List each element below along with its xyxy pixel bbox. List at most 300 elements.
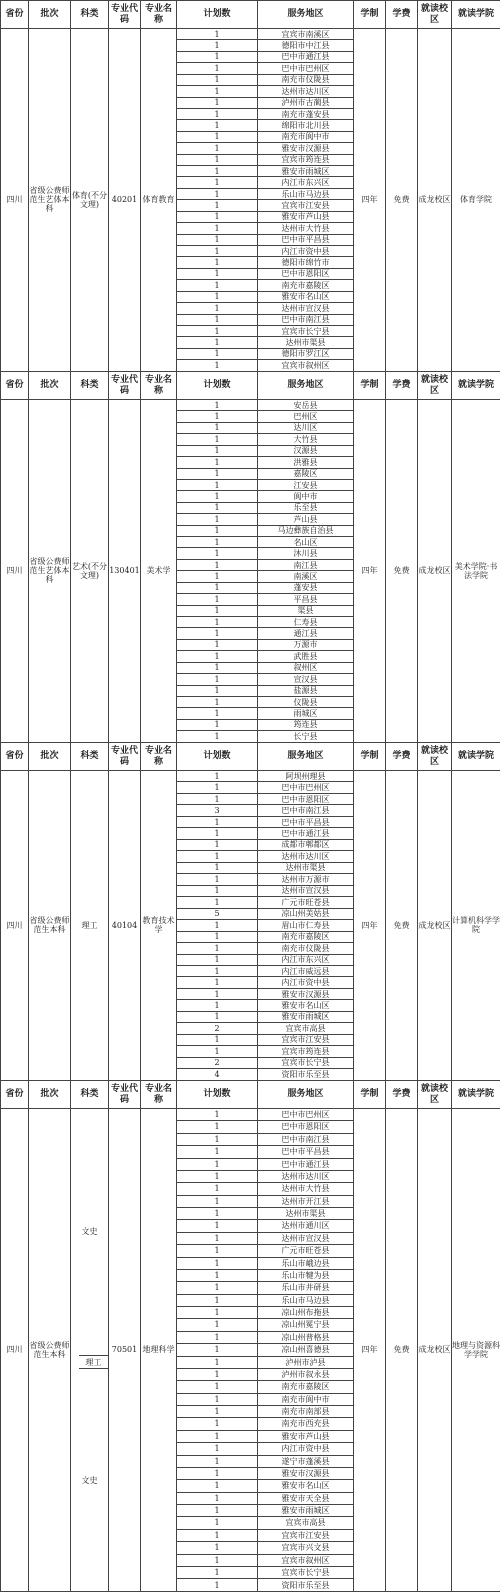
column-header: 学费	[386, 1, 418, 29]
plan-count-cell: 1	[177, 1170, 258, 1182]
service-area-cell: 巴中市平昌县	[258, 816, 354, 827]
service-area-cell: 蓬安县	[258, 582, 354, 593]
service-area-cell: 雅安市芦山县	[258, 211, 354, 222]
service-area-cell: 乐至县	[258, 502, 354, 513]
service-area-cell: 南充市嘉陵区	[258, 280, 354, 291]
plan-count-cell: 1	[177, 525, 258, 536]
plan-count-cell: 1	[177, 1344, 258, 1356]
plan-count-cell: 1	[177, 920, 258, 931]
plan-count-cell: 1	[177, 1406, 258, 1418]
plan-count-cell: 1	[177, 793, 258, 804]
plan-count-cell: 1	[177, 434, 258, 445]
column-header: 专业名称	[141, 1081, 177, 1109]
duration-cell: 四年	[354, 29, 386, 372]
service-area-cell: 泸州市叙永县	[258, 1368, 354, 1380]
column-header: 学费	[386, 1081, 418, 1109]
table-row	[1, 400, 500, 411]
service-area-cell: 资阳市乐至县	[258, 1069, 354, 1080]
service-area-cell: 巴中市通江县	[258, 1158, 354, 1170]
plan-count-cell: 1	[177, 1220, 258, 1232]
service-area-cell: 内江市资中县	[258, 977, 354, 988]
plan-count-cell: 1	[177, 1109, 258, 1121]
plan-count-cell: 3	[177, 805, 258, 816]
service-area-cell: 仁寿县	[258, 617, 354, 628]
service-area-cell: 马边彝族自治县	[258, 525, 354, 536]
plan-count-cell: 1	[177, 86, 258, 97]
plan-count-cell: 1	[177, 1232, 258, 1244]
service-area-cell: 巴中市平昌县	[258, 234, 354, 245]
plan-count-cell: 1	[177, 1245, 258, 1257]
plan-count-cell: 1	[177, 177, 258, 188]
service-area-cell: 达州市渠县	[258, 862, 354, 873]
plan-count-cell: 2	[177, 1057, 258, 1068]
service-area-cell: 雨城区	[258, 708, 354, 719]
plan-count-cell: 1	[177, 874, 258, 885]
campus-cell: 成龙校区	[418, 771, 452, 1081]
plan-count-cell: 1	[177, 931, 258, 942]
service-area-cell: 达州市渠县	[258, 1208, 354, 1220]
table-row	[1, 771, 500, 782]
fee-cell: 免费	[386, 400, 418, 743]
column-header: 科类	[71, 1081, 109, 1109]
plan-count-cell: 1	[177, 143, 258, 154]
plan-count-cell: 1	[177, 1368, 258, 1380]
plan-count-cell: 1	[177, 731, 258, 742]
plan-count-cell: 1	[177, 1418, 258, 1430]
column-header: 就读校区	[418, 1081, 452, 1109]
table-row	[1, 29, 500, 40]
fee-cell: 免费	[386, 771, 418, 1081]
plan-count-cell: 1	[177, 1121, 258, 1133]
column-header: 学制	[354, 372, 386, 400]
service-area-cell: 凉山州普格县	[258, 1331, 354, 1343]
column-header: 计划数	[177, 1, 258, 29]
plan-count-cell: 1	[177, 782, 258, 793]
plan-count-cell: 1	[177, 1542, 258, 1554]
service-area-cell: 雅安市雨城区	[258, 1505, 354, 1517]
service-area-cell: 南充市仪陇县	[258, 943, 354, 954]
service-area-cell: 南充市阆中市	[258, 1393, 354, 1405]
plan-count-cell: 1	[177, 411, 258, 422]
plan-count-cell: 1	[177, 74, 258, 85]
service-area-cell: 名山区	[258, 537, 354, 548]
service-area-cell: 宜宾市叙州区	[258, 1554, 354, 1566]
plan-count-cell: 1	[177, 862, 258, 873]
service-area-cell: 达州市大竹县	[258, 223, 354, 234]
plan-count-cell: 1	[177, 954, 258, 965]
column-header: 就读校区	[418, 743, 452, 771]
plan-count-cell: 1	[177, 1000, 258, 1011]
service-area-cell: 广元市旺苍县	[258, 897, 354, 908]
service-area-cell: 宜宾市江安县	[258, 200, 354, 211]
service-area-cell: 安岳县	[258, 400, 354, 411]
service-area-cell: 南充市嘉陵区	[258, 1381, 354, 1393]
province-cell: 四川	[1, 771, 29, 1081]
plan-count-cell: 1	[177, 246, 258, 257]
province-cell: 四川	[1, 400, 29, 743]
service-area-cell: 巴中市南江县	[258, 1133, 354, 1145]
plan-count-cell: 1	[177, 674, 258, 685]
batch-cell: 省级公费师范生本科	[29, 771, 71, 1081]
plan-count-cell: 1	[177, 1467, 258, 1479]
plan-count-cell: 1	[177, 1393, 258, 1405]
plan-count-cell: 1	[177, 120, 258, 131]
plan-count-cell: 1	[177, 1282, 258, 1294]
plan-count-cell: 1	[177, 1195, 258, 1207]
plan-count-cell: 1	[177, 1319, 258, 1331]
plan-table	[0, 742, 500, 1081]
column-header: 就读学院	[452, 372, 500, 400]
plan-count-cell: 1	[177, 223, 258, 234]
plan-count-cell: 1	[177, 943, 258, 954]
plan-count-cell: 1	[177, 154, 258, 165]
service-area-cell: 雅安市名山区	[258, 1000, 354, 1011]
college-cell: 计算机科学学院	[452, 771, 500, 1081]
plan-count-cell: 1	[177, 1356, 258, 1368]
service-area-cell: 长宁县	[258, 731, 354, 742]
plan-count-cell: 4	[177, 1069, 258, 1080]
plan-count-cell: 1	[177, 325, 258, 336]
column-header: 服务地区	[258, 1, 354, 29]
header-row	[1, 1081, 500, 1109]
batch-cell: 省级公费师范生艺体本科	[29, 400, 71, 743]
service-area-cell: 汉源县	[258, 445, 354, 456]
service-area-cell: 雅安市名山区	[258, 291, 354, 302]
service-area-cell: 巴中市巴州区	[258, 1109, 354, 1121]
plan-count-cell: 1	[177, 280, 258, 291]
plan-count-cell: 1	[177, 605, 258, 616]
column-header: 计划数	[177, 372, 258, 400]
plan-count-cell: 1	[177, 828, 258, 839]
batch-cell: 省级公费师范生艺体本科	[29, 29, 71, 372]
plan-count-cell: 1	[177, 268, 258, 279]
service-area-cell: 雅安市名山区	[258, 1480, 354, 1492]
plan-count-cell: 1	[177, 1133, 258, 1145]
plan-table	[0, 1080, 500, 1592]
plan-count-cell: 1	[177, 1034, 258, 1045]
service-area-cell: 筠连县	[258, 719, 354, 730]
service-area-cell: 仪陇县	[258, 696, 354, 707]
major-code-cell: 70501	[109, 1109, 141, 1592]
major-name-cell: 地理科学	[141, 1109, 177, 1592]
service-area-cell: 芦山县	[258, 514, 354, 525]
plan-count-cell: 1	[177, 582, 258, 593]
plan-count-cell: 1	[177, 188, 258, 199]
major-name-cell: 美术学	[141, 400, 177, 743]
plan-count-cell: 1	[177, 1331, 258, 1343]
service-area-cell: 渠县	[258, 605, 354, 616]
column-header: 专业代码	[109, 372, 141, 400]
service-area-cell: 宣汉县	[258, 674, 354, 685]
service-area-cell: 南充市仪陇县	[258, 74, 354, 85]
column-header: 计划数	[177, 743, 258, 771]
service-area-cell: 凉山州布拖县	[258, 1307, 354, 1319]
plan-count-cell: 1	[177, 108, 258, 119]
plan-count-cell: 1	[177, 514, 258, 525]
plan-count-cell: 1	[177, 639, 258, 650]
plan-count-cell: 1	[177, 502, 258, 513]
major-code-cell: 40104	[109, 771, 141, 1081]
service-area-cell: 达州市开江县	[258, 1195, 354, 1207]
header-row	[1, 1, 500, 29]
service-area-cell: 达州市大竹县	[258, 1183, 354, 1195]
service-area-cell: 雅安市汉源县	[258, 1467, 354, 1479]
service-area-cell: 巴中市平昌县	[258, 1146, 354, 1158]
plan-count-cell: 1	[177, 1529, 258, 1541]
column-header: 专业代码	[109, 743, 141, 771]
service-area-cell: 洪雅县	[258, 457, 354, 468]
plan-count-cell: 1	[177, 1307, 258, 1319]
plan-count-cell: 1	[177, 1517, 258, 1529]
plan-count-cell: 1	[177, 1183, 258, 1195]
service-area-cell: 达州市宣汉县	[258, 1232, 354, 1244]
service-area-cell: 阆中市	[258, 491, 354, 502]
plan-count-cell: 1	[177, 662, 258, 673]
subject-cell	[71, 1109, 109, 1592]
service-area-cell: 巴中市巴州区	[258, 782, 354, 793]
plan-count-cell: 5	[177, 908, 258, 919]
column-header: 专业名称	[141, 372, 177, 400]
subject-cell: 体育(不分文理)	[71, 29, 109, 372]
service-area-cell: 乐山市马边县	[258, 1294, 354, 1306]
service-area-cell: 达州市达川区	[258, 1170, 354, 1182]
plan-table	[0, 371, 500, 743]
service-area-cell: 宜宾市长宁县	[258, 1057, 354, 1068]
service-area-cell: 宜宾市长宁县	[258, 1566, 354, 1578]
plan-count-cell: 1	[177, 1381, 258, 1393]
service-area-cell: 达州市达川区	[258, 851, 354, 862]
province-cell: 四川	[1, 29, 29, 372]
major-name-cell: 体育教育	[141, 29, 177, 372]
plan-count-cell: 1	[177, 63, 258, 74]
plan-count-cell: 1	[177, 1146, 258, 1158]
plan-count-cell: 1	[177, 1430, 258, 1442]
plan-count-cell: 1	[177, 257, 258, 268]
service-area-cell: 南充市南部县	[258, 1406, 354, 1418]
plan-count-cell: 1	[177, 651, 258, 662]
campus-cell: 成龙校区	[418, 400, 452, 743]
column-header: 省份	[1, 1, 29, 29]
plan-count-cell: 1	[177, 445, 258, 456]
service-area-cell: 巴中市通江县	[258, 51, 354, 62]
service-area-cell: 雅安市汉源县	[258, 988, 354, 999]
plan-count-cell: 1	[177, 771, 258, 782]
service-area-cell: 达州市渠县	[258, 337, 354, 348]
plan-count-cell: 1	[177, 1294, 258, 1306]
campus-cell: 成龙校区	[418, 29, 452, 372]
service-area-cell: 乐山市峨边县	[258, 1257, 354, 1269]
plan-count-cell: 1	[177, 719, 258, 730]
service-area-cell: 宜宾市叙州区	[258, 360, 354, 371]
service-area-cell: 德阳市罗江区	[258, 348, 354, 359]
column-header: 批次	[29, 1081, 71, 1109]
service-area-cell: 宜宾市南溪区	[258, 29, 354, 40]
plan-count-cell: 1	[177, 200, 258, 211]
column-header: 科类	[71, 1, 109, 29]
plan-count-cell: 1	[177, 348, 258, 359]
service-area-cell: 巴中市巴州区	[258, 63, 354, 74]
service-area-cell: 内江市东兴区	[258, 177, 354, 188]
plan-count-cell: 1	[177, 40, 258, 51]
plan-count-cell: 1	[177, 816, 258, 827]
column-header: 科类	[71, 743, 109, 771]
batch-cell: 省级公费师范生本科	[29, 1109, 71, 1592]
plan-count-cell: 1	[177, 1554, 258, 1566]
column-header: 学制	[354, 1081, 386, 1109]
plan-count-cell: 2	[177, 1023, 258, 1034]
subject-cell: 理工	[71, 771, 109, 1081]
plan-count-cell: 1	[177, 479, 258, 490]
service-area-cell: 达州市宣汉县	[258, 885, 354, 896]
college-cell: 体育学院	[452, 29, 500, 372]
column-header: 学制	[354, 1, 386, 29]
column-header: 计划数	[177, 1081, 258, 1109]
service-area-cell: 宜宾市高县	[258, 1023, 354, 1034]
duration-cell: 四年	[354, 400, 386, 743]
plan-table	[0, 0, 500, 372]
column-header: 省份	[1, 1081, 29, 1109]
service-area-cell: 巴中市恩阳区	[258, 1121, 354, 1133]
fee-cell: 免费	[386, 1109, 418, 1592]
header-row	[1, 743, 500, 771]
service-area-cell: 泸州市泸县	[258, 1356, 354, 1368]
plan-count-cell: 1	[177, 1505, 258, 1517]
column-header: 学制	[354, 743, 386, 771]
campus-cell: 成龙校区	[418, 1109, 452, 1592]
plan-count-cell: 1	[177, 839, 258, 850]
service-area-cell: 南充市西充县	[258, 1418, 354, 1430]
plan-count-cell: 1	[177, 1208, 258, 1220]
service-area-cell: 乐山市马边县	[258, 188, 354, 199]
column-header: 批次	[29, 372, 71, 400]
service-area-cell: 德阳市绵竹市	[258, 257, 354, 268]
plan-count-cell: 1	[177, 1492, 258, 1504]
column-header: 就读校区	[418, 372, 452, 400]
column-header: 服务地区	[258, 372, 354, 400]
service-area-cell: 巴中市恩阳区	[258, 268, 354, 279]
service-area-cell: 凉山州美姑县	[258, 908, 354, 919]
plan-count-cell: 1	[177, 1566, 258, 1578]
plan-count-cell: 1	[177, 1480, 258, 1492]
plan-count-cell: 1	[177, 211, 258, 222]
service-area-cell: 宜宾市筠连县	[258, 1046, 354, 1057]
plan-count-cell: 1	[177, 1455, 258, 1467]
plan-count-cell: 1	[177, 97, 258, 108]
service-area-cell: 资阳市乐至县	[258, 1579, 354, 1592]
plan-count-cell: 1	[177, 977, 258, 988]
service-area-cell: 眉山市仁寿县	[258, 920, 354, 931]
plan-count-cell: 1	[177, 988, 258, 999]
plan-count-cell: 1	[177, 29, 258, 40]
service-area-cell: 通江县	[258, 628, 354, 639]
column-header: 服务地区	[258, 743, 354, 771]
service-area-cell: 内江市资中县	[258, 1443, 354, 1455]
service-area-cell: 成都市郫都区	[258, 839, 354, 850]
service-area-cell: 宜宾市江安县	[258, 1529, 354, 1541]
service-area-cell: 南充市阆中市	[258, 131, 354, 142]
plan-count-cell: 1	[177, 1158, 258, 1170]
service-area-cell: 达川区	[258, 422, 354, 433]
service-area-cell: 沐川县	[258, 548, 354, 559]
service-area-cell: 宜宾市兴文县	[258, 1542, 354, 1554]
plan-count-cell: 1	[177, 548, 258, 559]
plan-count-cell: 1	[177, 422, 258, 433]
service-area-cell: 凉山州喜德县	[258, 1344, 354, 1356]
plan-count-cell: 1	[177, 965, 258, 976]
plan-count-cell: 1	[177, 617, 258, 628]
plan-count-cell: 1	[177, 303, 258, 314]
service-area-cell: 内江市资中县	[258, 246, 354, 257]
service-area-cell: 内江市威远县	[258, 965, 354, 976]
column-header: 批次	[29, 743, 71, 771]
subject-cell: 艺术(不分文理)	[71, 400, 109, 743]
column-header: 学费	[386, 743, 418, 771]
plan-count-cell: 1	[177, 571, 258, 582]
service-area-cell: 叙州区	[258, 662, 354, 673]
plan-count-cell: 1	[177, 851, 258, 862]
plan-count-cell: 1	[177, 491, 258, 502]
fee-cell: 免费	[386, 29, 418, 372]
plan-count-cell: 1	[177, 885, 258, 896]
plan-count-cell: 1	[177, 337, 258, 348]
major-code-cell: 40201	[109, 29, 141, 372]
service-area-cell: 雅安市芦山县	[258, 1430, 354, 1442]
plan-count-cell: 1	[177, 234, 258, 245]
service-area-cell: 雅安市雨城区	[258, 1011, 354, 1022]
service-area-cell: 泸州市古蔺县	[258, 97, 354, 108]
service-area-cell: 雅安市汉源县	[258, 143, 354, 154]
plan-count-cell: 1	[177, 708, 258, 719]
plan-count-cell: 1	[177, 468, 258, 479]
service-area-cell: 武胜县	[258, 651, 354, 662]
service-area-cell: 雅安市雨城区	[258, 166, 354, 177]
service-area-cell: 万源市	[258, 639, 354, 650]
header-row	[1, 372, 500, 400]
column-header: 省份	[1, 372, 29, 400]
service-area-cell: 乐山市井研县	[258, 1282, 354, 1294]
service-area-cell: 巴中市南江县	[258, 314, 354, 325]
service-area-cell: 宜宾市高县	[258, 1517, 354, 1529]
service-area-cell: 阿坝州理县	[258, 771, 354, 782]
major-code-cell: 130401	[109, 400, 141, 743]
plan-count-cell: 1	[177, 1046, 258, 1057]
service-area-cell: 宜宾市江安县	[258, 1034, 354, 1045]
service-area-cell: 达州市宣汉县	[258, 303, 354, 314]
service-area-cell: 乐山市犍为县	[258, 1269, 354, 1281]
service-area-cell: 南充市嘉陵区	[258, 931, 354, 942]
column-header: 专业代码	[109, 1081, 141, 1109]
service-area-cell: 达州市达川区	[258, 86, 354, 97]
column-header: 就读学院	[452, 1, 500, 29]
service-area-cell: 达州市万源市	[258, 874, 354, 885]
service-area-cell: 江安县	[258, 479, 354, 490]
duration-cell: 四年	[354, 771, 386, 1081]
province-cell: 四川	[1, 1109, 29, 1592]
service-area-cell: 凉山州冕宁县	[258, 1319, 354, 1331]
service-area-cell: 巴中市恩阳区	[258, 793, 354, 804]
duration-cell: 四年	[354, 1109, 386, 1592]
service-area-cell: 雅安市天全县	[258, 1492, 354, 1504]
column-header: 就读学院	[452, 1081, 500, 1109]
plan-count-cell: 1	[177, 537, 258, 548]
column-header: 学费	[386, 372, 418, 400]
column-header: 批次	[29, 1, 71, 29]
service-area-cell: 遂宁市蓬溪县	[258, 1455, 354, 1467]
plan-count-cell: 1	[177, 696, 258, 707]
subject-segment: 文史	[71, 1369, 108, 1591]
service-area-cell: 盐源县	[258, 685, 354, 696]
service-area-cell: 平昌县	[258, 594, 354, 605]
